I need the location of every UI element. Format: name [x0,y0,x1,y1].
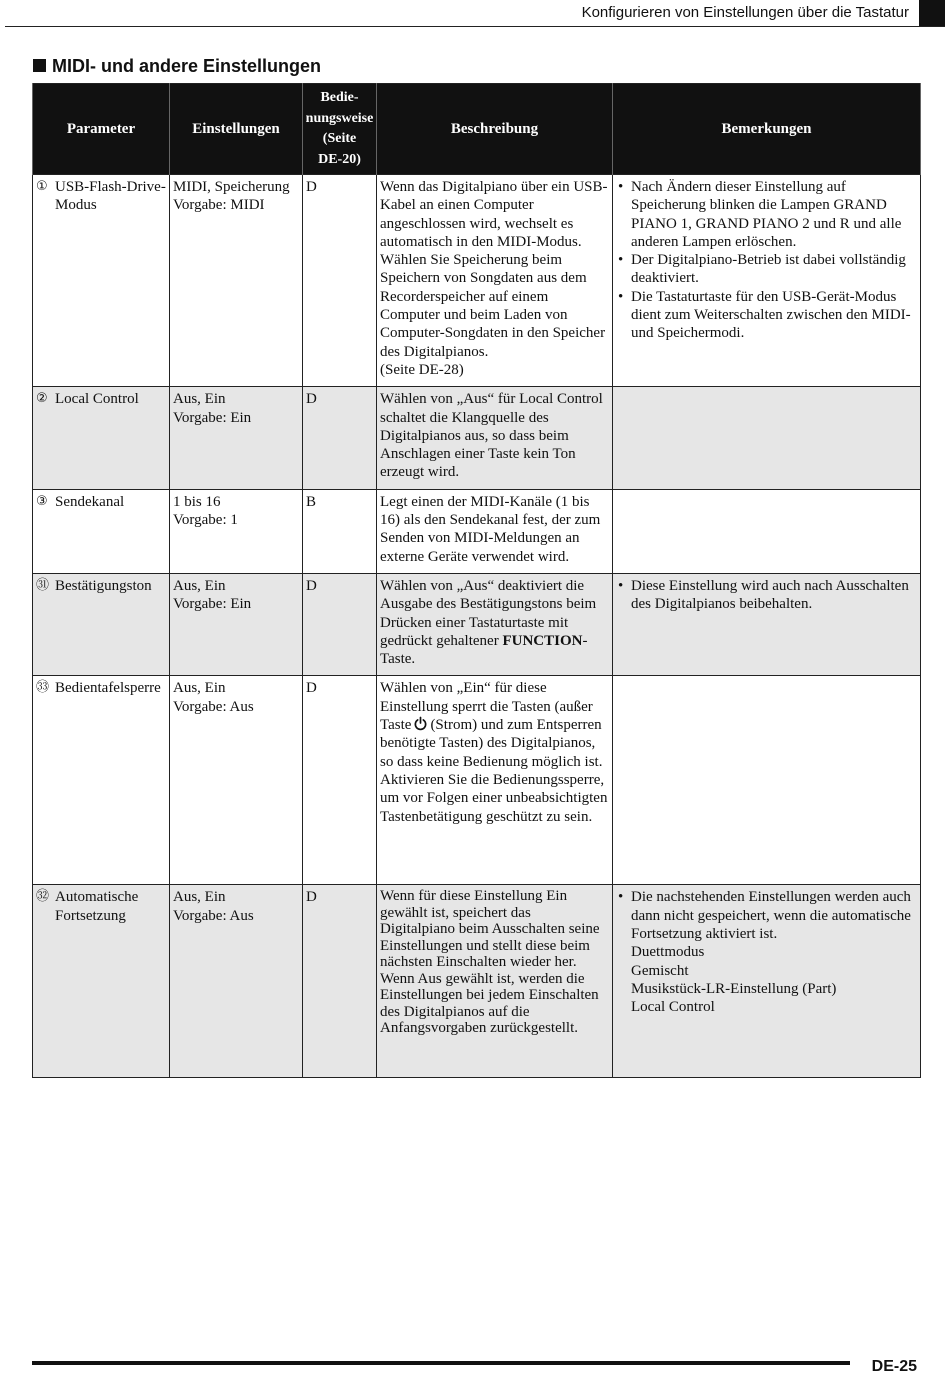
remark-item: • Nach Ändern dieser Einstellung auf Speicherung blinken die Lampen GRAND PIANO 1, GRAND PIANO 2 und R und alle anderen Lampen erlöschen. [616,178,917,251]
description-text: Wählen von „Aus“ deaktiviert die Ausgabe des Bestätigungstons beim Drücken einer Tastaturtaste mit gedrückt gehaltener [380,577,597,649]
description-cell [377,573,613,675]
remarks-cell [613,885,921,1078]
col-header-settings: Einstellungen [170,84,303,175]
power-icon [413,716,428,731]
page-reference: (Seite DE-28) [380,361,464,378]
table-row [33,175,921,387]
param-cell [33,489,170,573]
remark-item: • Der Digitalpiano-Betrieb ist dabei vollständig deaktiviert. [616,251,917,288]
settings-default: Vorgabe: Aus [173,698,254,715]
remark-subitem: Duettmodus [631,944,705,961]
settings-default: Vorgabe: Aus [173,907,254,924]
description-text-part: Wählen von „Ein“ für diese Einstellung sperrt die Tasten (außer Taste [380,680,593,734]
settings-values: Aus, Ein [173,577,226,594]
table-row [33,489,921,573]
col-header-remarks: Bemerkungen [613,84,921,175]
remarks-cell [613,573,921,675]
param-cell [33,387,170,489]
header-title: Konfigurieren von Einstellungen über die Tastatur [581,4,909,21]
description-cell: Legt einen der MIDI-Kanäle (1 bis 16) als den Sendekanal fest, der zum Senden von MIDI-Meldungen an externe Geräte verwendet wird. [377,489,613,573]
footer-rule [32,1361,850,1365]
remark-item: • Diese Einstellung wird auch nach Ausschalten des Digitalpianos beibehalten. [616,577,917,614]
remark-subitem: Local Control [631,999,715,1016]
param-name: Local Control [55,391,139,408]
param-number: ③ [36,493,48,509]
param-number: ① [36,179,48,194]
settings-cell [170,387,303,489]
remark-item: • Die nachstehenden Einstellungen werden auch dann nicht gespeichert, wenn die automatische Fortsetzung aktiviert ist. [616,888,917,943]
section-heading [33,56,321,77]
description-cell [377,676,613,885]
description-text: Aktivieren Sie die Bedienungssperre, um vor Folgen einer unbeabsichtigten Tastenbetätigung geschützt zu sein. [380,771,608,825]
settings-default: Vorgabe: Ein [173,409,252,426]
operation-cell: D [303,387,377,489]
remarks-cell [613,175,921,387]
description-text: Wenn für diese Einstellung Ein gewählt ist, speichert das Digitalpiano beim Ausschalten seine Einstellungen und stellt diese beim nächsten Einschalten wieder her. [380,888,600,971]
settings-cell [170,175,303,387]
param-name: Bedientafelsperre [55,680,161,697]
param-name: USB-Flash-Drive-Modus [55,179,166,214]
table-row [33,387,921,489]
param-cell [33,573,170,675]
settings-values: Aus, Ein [173,391,226,408]
description-cell: Wählen von „Aus“ für Local Control schaltet die Klangquelle des Digitalpianos aus, so dass beim Anschlagen einer Taste kein Ton erzeugt wird. [377,387,613,489]
remarks-cell [613,387,921,489]
col-header-operation [303,84,377,175]
remark-item: • Die Tastaturtaste für den USB-Gerät-Modus dient zum Weiterschalten zwischen den MIDI- und Speichermodi. [616,288,917,343]
col-header-operation-line: (Seite [322,131,357,146]
param-number: ㉛ [36,577,50,593]
param-name: Sendekanal [55,493,125,510]
remarks-cell [613,676,921,885]
remarks-cell [613,489,921,573]
table-row [33,676,921,885]
param-number: ㉜ [36,889,50,905]
operation-cell: D [303,885,377,1078]
table-row [33,573,921,675]
param-cell [33,676,170,885]
description-text: -Taste. [380,632,588,668]
description-text: Wenn das Digitalpiano über ein USB-Kabel an einen Computer angeschlossen wird, wechselt es automatisch in den MIDI-Modus. Wählen Sie Speicherung beim Speichern von Songdaten aus dem Recorderspeicher auf einem Computer und beim Laden von Computer-Songdaten in den Speicher des Digitalpianos. [380,179,608,360]
square-bullet-icon [33,59,46,72]
settings-cell [170,885,303,1078]
col-header-operation-line: Bedie- [320,90,359,105]
settings-table [32,83,921,1078]
param-name: Automatische Fortsetzung [55,889,139,924]
param-number: ② [36,391,48,407]
remark-subitem: Musikstück-LR-Einstellung (Part) [631,980,837,997]
section-title: MIDI- und andere Einstellungen [52,56,322,76]
col-header-description: Beschreibung [377,84,613,175]
page-number: DE-25 [871,1358,917,1375]
remark-subitem: Gemischt [631,962,689,979]
settings-cell [170,489,303,573]
settings-values: 1 bis 16 [173,493,221,510]
description-text: Wenn Aus gewählt ist, werden die Einstellungen bei jedem Einschalten des Digitalpianos auf die Anfangsvorgaben zurückgestellt. [380,970,599,1037]
settings-cell [170,676,303,885]
col-header-operation-line: nungsweise [305,110,374,126]
operation-cell: D [303,573,377,675]
page-header [5,0,945,27]
settings-default: Vorgabe: MIDI [173,197,265,214]
operation-cell: B [303,489,377,573]
description-cell [377,175,613,387]
settings-values: Aus, Ein [173,680,226,697]
operation-cell: D [303,175,377,387]
table-row [33,885,921,1078]
settings-values: MIDI, Speicherung [173,179,290,195]
description-text [380,679,609,770]
col-header-operation-line: DE-20) [318,151,361,167]
settings-default: Vorgabe: Ein [173,596,252,613]
param-number: ㉝ [36,680,50,696]
settings-cell [170,573,303,675]
param-cell [33,175,170,387]
header-tab-marker [919,0,945,26]
function-key-label: FUNCTION [502,632,583,649]
table-header-row [33,84,921,175]
col-header-parameter: Parameter [33,84,170,175]
param-name: Bestätigungston [55,577,152,594]
description-text-part: (Strom) und zum Entsperren benötigte Tasten) des Digitalpianos, so dass keine Bedienung möglich ist. [380,717,603,770]
description-cell [377,885,613,1078]
settings-default: Vorgabe: 1 [173,512,238,529]
settings-values: Aus, Ein [173,889,226,906]
param-cell [33,885,170,1078]
operation-cell: D [303,676,377,885]
